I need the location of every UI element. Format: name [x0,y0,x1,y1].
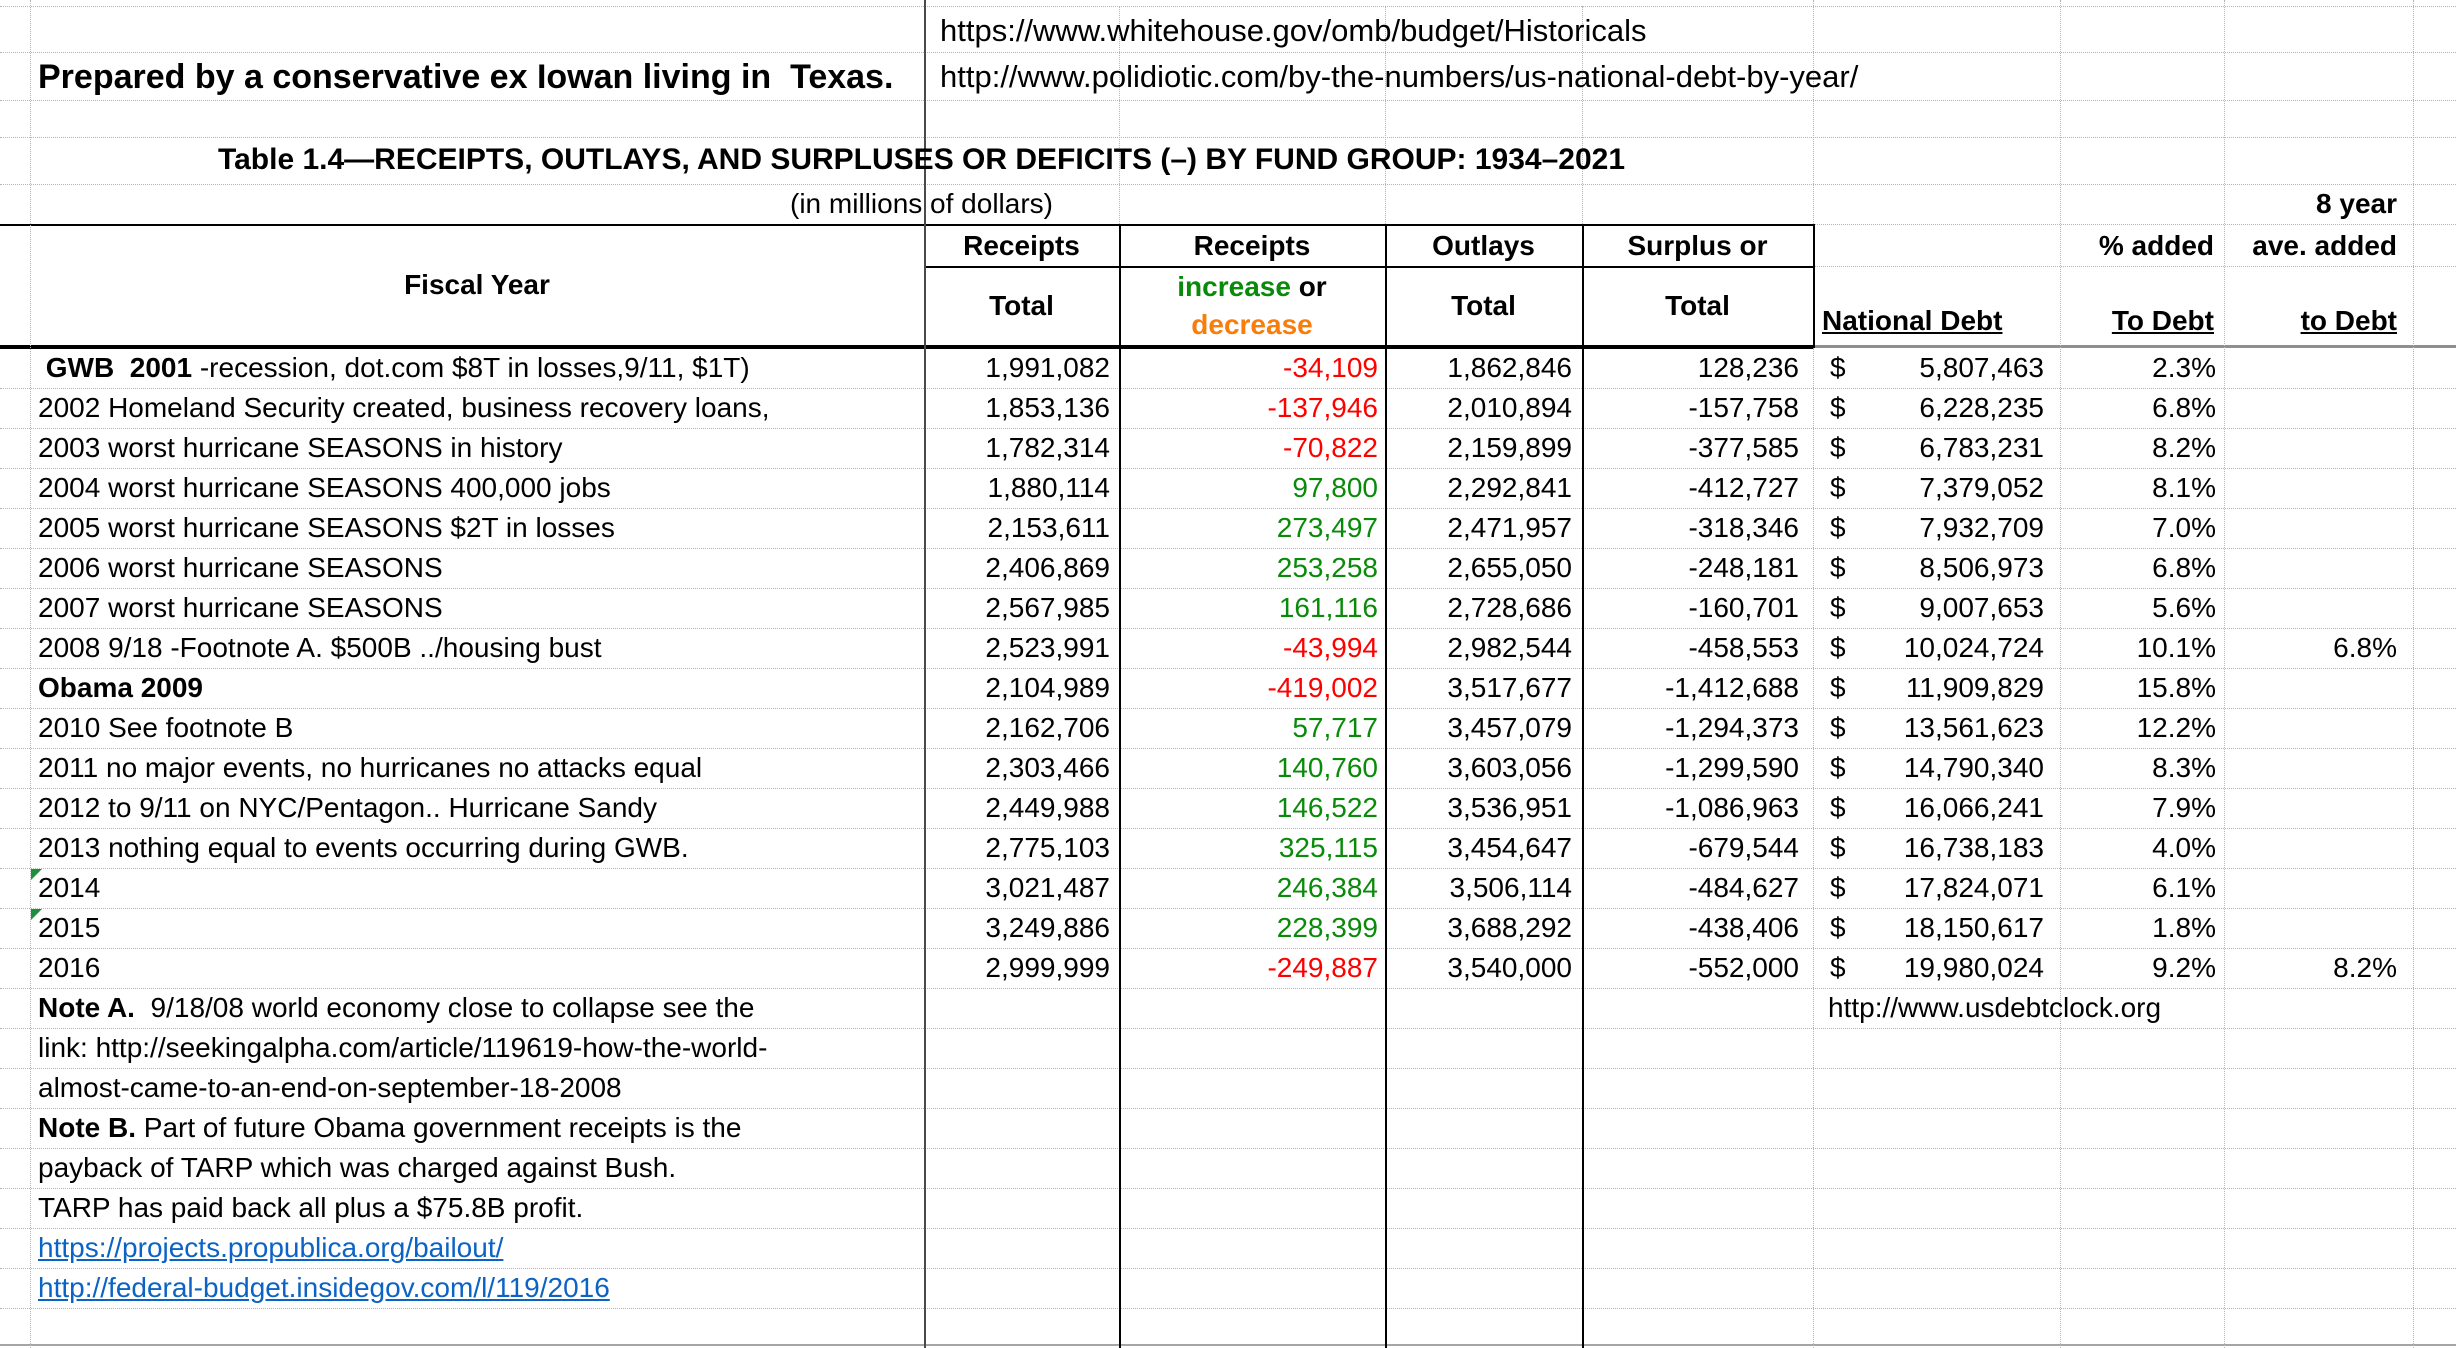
surplus-cell: -1,086,963 [1665,792,1799,823]
receipts-total-cell: 2,153,611 [987,512,1110,543]
surplus-cell: -412,727 [1688,472,1799,503]
debt-dollar-sign: $ [1830,352,1846,383]
surplus-cell: -1,299,590 [1665,752,1799,783]
header-national-debt: National Debt [1822,305,2003,336]
outlays-cell: 3,536,951 [1447,792,1572,823]
header-receipts-total: Receipts [963,230,1080,261]
national-debt-cell: 18,150,617 [1903,912,2044,943]
fiscal-year-cell: 2011 no major events, no hurricanes no attacks equal [38,752,703,783]
avg8-added-cell: 8.2% [2333,952,2397,983]
debt-dollar-sign: $ [1830,832,1846,863]
pct-added-cell: 10.1% [2136,632,2216,663]
pct-added-cell: 7.9% [2152,792,2216,823]
header-increase-decrease [1119,268,1385,346]
table-subtitle: (in millions of dollars) [790,188,1053,219]
pct-added-cell: 6.1% [2152,872,2216,903]
receipts-total-cell: 1,880,114 [987,472,1110,503]
hyperlink[interactable]: https://projects.propublica.org/bailout/ [38,1232,504,1263]
outlays-cell: 3,517,677 [1447,672,1572,703]
national-debt-cell: 19,980,024 [1903,952,2044,983]
pct-added-cell: 9.2% [2152,952,2216,983]
fiscal-year-cell: 2016 [38,952,101,983]
fiscal-year-cell: GWB 2001 -recession, dot.com $8T in losses,9/11, $1T) [38,352,750,383]
header-to-debt: To Debt [2111,305,2214,336]
pct-added-cell: 15.8% [2136,672,2216,703]
decrease-label: decrease [1191,309,1313,340]
fiscal-year-cell: 2002 Homeland Security created, business recovery loans, [38,392,770,423]
receipts-total-cell: 2,104,989 [985,672,1110,703]
receipts-change-cell: -419,002 [1267,672,1378,703]
header-fiscal-year: Fiscal Year [404,269,550,300]
national-debt-cell: 8,506,973 [1919,552,2044,583]
or-label: or [1290,271,1327,302]
source-url-whitehouse: https://www.whitehouse.gov/omb/budget/Historicals [940,13,1647,48]
pct-added-cell: 8.3% [2152,752,2216,783]
debt-dollar-sign: $ [1830,392,1846,423]
debt-dollar-sign: $ [1830,592,1846,623]
increase-label: increase [1177,271,1291,302]
outlays-cell: 3,688,292 [1447,912,1572,943]
receipts-total-cell: 1,853,136 [985,392,1110,423]
outlays-cell: 2,655,050 [1447,552,1572,583]
pct-added-cell: 5.6% [2152,592,2216,623]
surplus-cell: -484,627 [1688,872,1799,903]
receipts-change-cell: 246,384 [1276,872,1378,903]
receipts-change-cell: 273,497 [1276,512,1378,543]
pct-added-cell: 12.2% [2136,712,2216,743]
hyperlink[interactable]: http://federal-budget.insidegov.com/l/119/2016 [38,1272,610,1303]
header-pct-added: % added [2098,230,2214,261]
surplus-cell: -377,585 [1688,432,1799,463]
prepared-by-text: Prepared by a conservative ex Iowan living in Texas. [38,58,894,96]
outlays-cell: 3,506,114 [1449,872,1572,903]
receipts-total-cell: 2,523,991 [985,632,1110,663]
debt-dollar-sign: $ [1830,872,1846,903]
debt-dollar-sign: $ [1830,632,1846,663]
header-eight-year: 8 year [2316,188,2397,219]
surplus-cell: 128,236 [1697,352,1799,383]
surplus-cell: -1,294,373 [1665,712,1799,743]
national-debt-cell: 13,561,623 [1903,712,2044,743]
fiscal-year-cell: 2012 to 9/11 on NYC/Pentagon.. Hurricane Sandy [38,792,657,823]
fiscal-year-cell: 2005 worst hurricane SEASONS $2T in losses [38,512,615,543]
outlays-cell: 2,728,686 [1447,592,1572,623]
debt-dollar-sign: $ [1830,752,1846,783]
header-ave-added: ave. added [2252,230,2397,261]
surplus-cell: -157,758 [1688,392,1799,423]
outlays-cell: 3,540,000 [1447,952,1572,983]
national-debt-cell: 6,783,231 [1919,432,2044,463]
outlays-cell: 2,292,841 [1447,472,1572,503]
note-line: TARP has paid back all plus a $75.8B profit. [38,1192,584,1223]
receipts-total-cell: 1,782,314 [985,432,1110,463]
national-debt-cell: 5,807,463 [1919,352,2044,383]
debt-dollar-sign: $ [1830,552,1846,583]
fiscal-year-cell: 2006 worst hurricane SEASONS [38,552,443,583]
note-line: payback of TARP which was charged against Bush. [38,1152,677,1183]
national-debt-cell: 11,909,829 [1905,672,2044,703]
cell-flag-icon [31,869,42,880]
outlays-cell: 2,471,957 [1447,512,1572,543]
debt-dollar-sign: $ [1830,432,1846,463]
surplus-cell: -679,544 [1688,832,1799,863]
national-debt-cell: 16,738,183 [1903,832,2044,863]
receipts-change-cell: -249,887 [1267,952,1378,983]
header-surplus-subtotal: Total [1665,290,1730,321]
receipts-total-cell: 2,162,706 [985,712,1110,743]
national-debt-cell: 14,790,340 [1903,752,2044,783]
debt-dollar-sign: $ [1830,792,1846,823]
fiscal-year-cell: 2014 [38,872,101,903]
debt-dollar-sign: $ [1830,472,1846,503]
receipts-total-cell: 2,567,985 [985,592,1110,623]
surplus-cell: -552,000 [1688,952,1799,983]
header-receipts-change: Receipts [1193,230,1311,261]
national-debt-cell: 7,932,709 [1919,512,2044,543]
receipts-change-cell: 57,717 [1292,712,1378,743]
surplus-cell: -248,181 [1688,552,1799,583]
fiscal-year-cell: 2010 See footnote B [38,712,294,743]
outlays-cell: 1,862,846 [1447,352,1572,383]
note-line: link: http://seekingalpha.com/article/119619-how-the-world- [38,1032,768,1063]
outlays-cell: 2,010,894 [1447,392,1572,423]
pct-added-cell: 4.0% [2152,832,2216,863]
pct-added-cell: 6.8% [2152,552,2216,583]
header-to-debt-8yr: to Debt [2300,305,2397,336]
receipts-change-cell: 140,760 [1276,752,1378,783]
note-line: Note A. 9/18/08 world economy close to collapse see the [38,992,755,1023]
pct-added-cell: 1.8% [2152,912,2216,943]
header-outlays-subtotal: Total [1451,290,1516,321]
receipts-change-cell: -43,994 [1283,632,1378,663]
receipts-total-cell: 3,249,886 [985,912,1110,943]
fiscal-year-cell: 2008 9/18 -Footnote A. $500B ../housing bust [38,632,602,663]
fiscal-year-cell: 2013 nothing equal to events occurring during GWB. [38,832,689,863]
national-debt-cell: 6,228,235 [1919,392,2044,423]
receipts-change-cell: -70,822 [1283,432,1378,463]
receipts-total-cell: 2,775,103 [985,832,1110,863]
surplus-cell: -458,553 [1688,632,1799,663]
outlays-cell: 3,457,079 [1447,712,1572,743]
note-line: almost-came-to-an-end-on-september-18-2008 [38,1072,622,1103]
receipts-change-cell: 146,522 [1276,792,1378,823]
outlays-cell: 2,982,544 [1447,632,1572,663]
receipts-change-cell: -34,109 [1283,352,1378,383]
receipts-change-cell: 161,116 [1278,592,1378,623]
debt-dollar-sign: $ [1830,512,1846,543]
debt-dollar-sign: $ [1830,952,1846,983]
fiscal-year-cell: Obama 2009 [38,672,203,703]
debt-clock-url: http://www.usdebtclock.org [1828,992,2162,1023]
receipts-total-cell: 1,991,082 [985,352,1110,383]
note-line: Note B. Part of future Obama government receipts is the [38,1112,742,1143]
receipts-total-cell: 2,999,999 [985,952,1110,983]
debt-dollar-sign: $ [1830,712,1846,743]
receipts-change-cell: 325,115 [1278,832,1378,863]
pct-added-cell: 7.0% [2152,512,2216,543]
national-debt-cell: 17,824,071 [1903,872,2044,903]
header-surplus: Surplus or [1627,230,1768,261]
surplus-cell: -1,412,688 [1665,672,1799,703]
national-debt-cell: 9,007,653 [1919,592,2044,623]
fiscal-year-cell: 2007 worst hurricane SEASONS [38,592,443,623]
avg8-added-cell: 6.8% [2333,632,2397,663]
receipts-change-cell: -137,946 [1267,392,1378,423]
receipts-change-cell: 97,800 [1292,472,1378,503]
outlays-cell: 3,603,056 [1447,752,1572,783]
header-receipts-subtotal: Total [989,290,1054,321]
outlays-cell: 3,454,647 [1447,832,1572,863]
receipts-total-cell: 2,449,988 [985,792,1110,823]
surplus-cell: -318,346 [1688,512,1799,543]
surplus-cell: -160,701 [1688,592,1799,623]
receipts-change-cell: 228,399 [1276,912,1378,943]
receipts-total-cell: 2,406,869 [985,552,1110,583]
source-url-polidiotic: http://www.polidiotic.com/by-the-numbers/us-national-debt-by-year/ [940,59,1859,94]
national-debt-cell: 10,024,724 [1903,632,2044,663]
pct-added-cell: 2.3% [2152,352,2216,383]
cell-flag-icon [31,909,42,920]
receipts-change-cell: 253,258 [1276,552,1378,583]
receipts-total-cell: 3,021,487 [985,872,1110,903]
fiscal-year-cell: 2015 [38,912,101,943]
surplus-cell: -438,406 [1688,912,1799,943]
pct-added-cell: 8.2% [2152,432,2216,463]
table-title: Table 1.4—RECEIPTS, OUTLAYS, AND SURPLUSES OR DEFICITS (–) BY FUND GROUP: 1934–2021 [218,143,1625,176]
receipts-total-cell: 2,303,466 [985,752,1110,783]
pct-added-cell: 8.1% [2152,472,2216,503]
pct-added-cell: 6.8% [2152,392,2216,423]
debt-dollar-sign: $ [1830,912,1846,943]
header-outlays: Outlays [1432,230,1535,261]
outlays-cell: 2,159,899 [1447,432,1572,463]
national-debt-cell: 16,066,241 [1903,792,2044,823]
fiscal-year-cell: 2003 worst hurricane SEASONS in history [38,432,563,463]
debt-dollar-sign: $ [1830,672,1846,703]
fiscal-year-cell: 2004 worst hurricane SEASONS 400,000 jobs [38,472,611,503]
national-debt-cell: 7,379,052 [1919,472,2044,503]
